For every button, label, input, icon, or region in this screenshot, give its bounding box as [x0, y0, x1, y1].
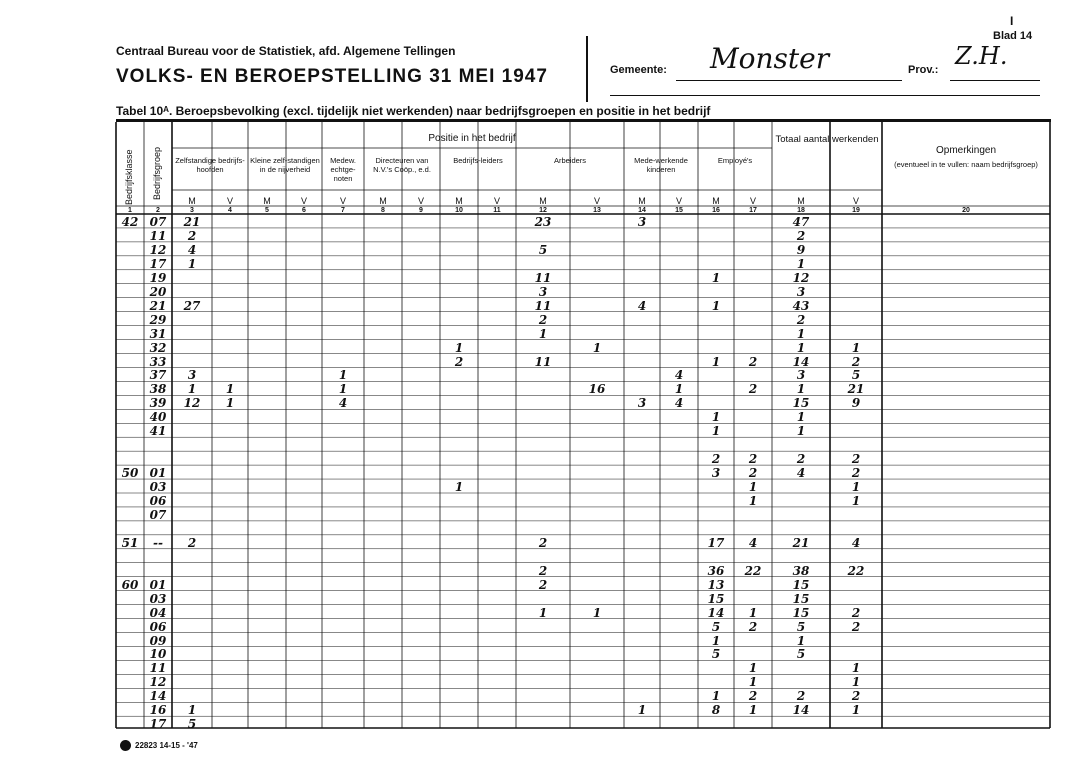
cell-value-col-13: 1	[592, 605, 602, 620]
cell-value-col-12: 2	[538, 312, 548, 327]
cell-value-col-19: 9	[851, 396, 861, 411]
cell-value-col-19: 21	[847, 382, 865, 397]
cell-value-col-14: 3	[637, 215, 647, 229]
gemeente-value: Monster	[710, 42, 830, 75]
column-number: 1	[128, 207, 132, 214]
cell-value-col-18: 4	[796, 466, 806, 481]
bedrijfsgroep-value: 31	[149, 326, 167, 341]
cell-value-col-18: 1	[796, 256, 806, 271]
cell-value-col-18: 38	[792, 563, 810, 578]
mv-label: M	[638, 196, 646, 206]
cell-value-col-3: 1	[187, 703, 197, 718]
cell-value-col-19: 1	[851, 703, 861, 718]
cell-value-col-3: 4	[187, 242, 197, 257]
cell-value-col-17: 1	[748, 675, 758, 690]
mv-label: V	[300, 196, 307, 206]
print-code-text: 22823 14-15 - '47	[135, 741, 198, 750]
bedrijfsgroep-value: 33	[149, 354, 167, 369]
column-number: 18	[797, 207, 805, 214]
mv-label: M	[797, 196, 805, 206]
bedrijfsgroep-value: 06	[149, 619, 167, 634]
bedrijfsklasse-header: Bedrijfsklasse	[124, 149, 134, 205]
group-header-7: Mede-werkende kinderen	[634, 156, 688, 174]
bureau-name: Centraal Bureau voor de Statistiek, afd. Algemene Tellingen	[116, 44, 456, 58]
bedrijfsklasse-value: 42	[121, 215, 139, 229]
column-number: 19	[852, 207, 860, 214]
bedrijfsklasse-value: 51	[121, 535, 139, 550]
mv-label: V	[493, 196, 500, 206]
mv-label: V	[675, 196, 682, 206]
cell-value-col-3: 3	[187, 368, 197, 383]
column-number: 7	[341, 207, 345, 214]
bedrijfsgroep-value: 12	[149, 242, 167, 257]
cell-value-col-15: 1	[674, 382, 684, 397]
bedrijfsgroep-value: 41	[149, 424, 167, 439]
cell-value-col-10: 1	[454, 480, 464, 495]
bedrijfsklasse-value: 50	[121, 466, 139, 481]
bedrijfsgroep-value: 03	[149, 591, 167, 606]
cell-value-col-14: 1	[637, 703, 647, 718]
cell-value-col-13: 1	[592, 340, 602, 355]
cell-value-col-10: 1	[454, 340, 464, 355]
cell-value-col-17: 2	[748, 689, 758, 704]
column-number: 14	[638, 207, 646, 214]
cell-value-col-18: 43	[792, 298, 810, 313]
opmerkingen-header: Opmerkingen	[935, 145, 997, 156]
cell-value-col-17: 2	[748, 382, 758, 397]
cell-value-col-18: 1	[796, 382, 806, 397]
cell-value-col-18: 1	[796, 340, 806, 355]
province-value: Z.H.	[955, 42, 1008, 70]
mv-label: V	[593, 196, 600, 206]
cell-value-col-18: 3	[796, 284, 806, 299]
group-header-3: Medew. echtge-noten	[330, 156, 356, 183]
cell-value-col-18: 21	[792, 535, 810, 550]
cell-value-col-16: 13	[707, 577, 725, 592]
mv-label: V	[417, 196, 424, 206]
cell-value-col-7: 1	[338, 368, 348, 383]
gemeente-label: Gemeente:	[610, 64, 667, 76]
cell-value-col-16: 1	[711, 689, 721, 704]
cell-value-col-3: 1	[187, 382, 197, 397]
group-header-2: Kleine zelf-standigen in de nijverheid	[250, 156, 320, 174]
cell-value-col-18: 15	[792, 605, 810, 620]
column-number: 10	[455, 207, 463, 214]
bedrijfsgroep-value: --	[153, 535, 163, 550]
bedrijfsgroep-value: 04	[149, 605, 167, 620]
cell-value-col-4: 1	[225, 382, 235, 397]
column-number: 6	[302, 207, 306, 214]
province-label: Prov.:	[908, 64, 939, 76]
cell-value-col-18: 47	[792, 215, 810, 229]
cell-value-col-19: 2	[851, 452, 861, 467]
cell-value-col-18: 1	[796, 424, 806, 439]
cell-value-col-16: 8	[711, 703, 721, 718]
column-number: 12	[539, 207, 547, 214]
cell-value-col-18: 2	[796, 689, 806, 704]
bedrijfsgroep-value: 12	[149, 675, 167, 690]
cell-value-col-12: 3	[538, 284, 548, 299]
cell-value-col-19: 2	[851, 689, 861, 704]
cell-value-col-18: 3	[796, 368, 806, 383]
cell-value-col-18: 1	[796, 410, 806, 425]
mv-label: M	[188, 196, 196, 206]
cell-value-col-12: 1	[538, 605, 548, 620]
column-number: 17	[749, 207, 757, 214]
mv-label: M	[263, 196, 271, 206]
mv-label: V	[852, 196, 859, 206]
mv-label: V	[339, 196, 346, 206]
cell-value-col-12: 2	[538, 535, 548, 550]
bedrijfsgroep-value: 29	[149, 312, 167, 327]
cell-value-col-17: 4	[748, 535, 758, 550]
bedrijfsgroep-value: 37	[149, 368, 167, 383]
cell-value-col-18: 14	[792, 354, 810, 369]
cell-value-col-16: 1	[711, 424, 721, 439]
bedrijfsgroep-value: 40	[149, 410, 167, 425]
mv-label: M	[712, 196, 720, 206]
bedrijfsgroep-value: 07	[149, 507, 167, 522]
column-number: 16	[712, 207, 720, 214]
cell-value-col-3: 12	[183, 396, 201, 411]
mv-label: V	[749, 196, 756, 206]
cell-value-col-3: 5	[187, 717, 197, 732]
cell-value-col-12: 2	[538, 577, 548, 592]
cell-value-col-16: 1	[711, 354, 721, 369]
cell-value-col-18: 1	[796, 633, 806, 648]
bedrijfsgroep-value: 17	[149, 256, 167, 271]
roman-numeral: I	[1010, 14, 1014, 28]
bedrijfsgroep-value: 16	[149, 703, 167, 718]
cell-value-col-16: 17	[707, 535, 725, 550]
bedrijfsgroep-value: 19	[149, 270, 167, 285]
cell-value-col-18: 15	[792, 577, 810, 592]
cell-value-col-18: 5	[796, 619, 806, 634]
cell-value-col-19: 4	[851, 535, 861, 550]
cell-value-col-16: 14	[707, 605, 725, 620]
column-number: 13	[593, 207, 601, 214]
bedrijfsgroep-value: 11	[149, 228, 167, 243]
column-number: 11	[493, 207, 501, 214]
cell-value-col-12: 11	[534, 298, 552, 313]
mv-label: M	[379, 196, 387, 206]
bedrijfsgroep-value: 01	[149, 466, 167, 481]
cell-value-col-3: 2	[187, 228, 197, 243]
mv-label: M	[455, 196, 463, 206]
column-number: 9	[419, 207, 423, 214]
cell-value-col-14: 4	[637, 298, 647, 313]
cell-value-col-19: 2	[851, 619, 861, 634]
cell-value-col-16: 36	[707, 563, 725, 578]
cell-value-col-3: 21	[183, 215, 201, 229]
cell-value-col-17: 2	[748, 452, 758, 467]
column-number: 20	[962, 207, 970, 214]
bedrijfsgroep-value: 32	[149, 340, 167, 355]
bedrijfsgroep-value: 17	[149, 717, 167, 732]
cell-value-col-19: 1	[851, 340, 861, 355]
group-header-5: Bedrijfs-leiders	[453, 156, 503, 165]
cell-value-col-17: 22	[744, 563, 762, 578]
cell-value-col-15: 4	[674, 396, 684, 411]
cell-value-col-19: 22	[847, 563, 865, 578]
cell-value-col-17: 1	[748, 661, 758, 676]
cell-value-col-3: 2	[187, 535, 197, 550]
cell-value-col-19: 2	[851, 605, 861, 620]
table-title: Tabel 10ᴬ. Beroepsbevolking (excl. tijdelijk niet werkenden) naar bedrijfsgroepen en positie in het bedrijf	[116, 104, 711, 118]
column-number: 8	[381, 207, 385, 214]
cell-value-col-18: 2	[796, 452, 806, 467]
cell-value-col-18: 14	[792, 703, 810, 718]
cell-value-col-18: 15	[792, 591, 810, 606]
column-number: 2	[156, 207, 160, 214]
cell-value-col-7: 4	[338, 396, 348, 411]
cell-value-col-16: 1	[711, 298, 721, 313]
column-number: 15	[675, 207, 683, 214]
cell-value-col-15: 4	[674, 368, 684, 383]
form-title: VOLKS- EN BEROEPSTELLING 31 MEI 1947	[116, 66, 548, 87]
cell-value-col-19: 1	[851, 675, 861, 690]
positie-header: Positie in het bedrijf	[428, 133, 516, 144]
opmerkingen-subheader: (eventueel in te vullen: naam bedrijfsgroep)	[894, 160, 1038, 169]
cell-value-col-17: 2	[748, 466, 758, 481]
bedrijfsgroep-value: 38	[149, 382, 167, 397]
cell-value-col-16: 1	[711, 410, 721, 425]
cell-value-col-18: 12	[792, 270, 810, 285]
bedrijfsgroep-value: 20	[149, 284, 167, 299]
cell-value-col-17: 2	[748, 619, 758, 634]
sheet-number: Blad 14	[993, 30, 1033, 42]
cell-value-col-3: 27	[183, 298, 201, 313]
cell-value-col-18: 2	[796, 228, 806, 243]
cell-value-col-16: 3	[711, 466, 721, 481]
cell-value-col-18: 2	[796, 312, 806, 327]
bedrijfsgroep-value: 14	[149, 689, 167, 704]
bedrijfsgroep-value: 01	[149, 577, 167, 592]
cell-value-col-7: 1	[338, 382, 348, 397]
cell-value-col-18: 5	[796, 647, 806, 662]
mv-label: V	[226, 196, 233, 206]
print-code	[120, 740, 198, 751]
cell-value-col-14: 3	[637, 396, 647, 411]
cell-value-col-12: 1	[538, 326, 548, 341]
cell-value-col-19: 2	[851, 466, 861, 481]
cell-value-col-10: 2	[454, 354, 464, 369]
cell-value-col-13: 16	[588, 382, 606, 397]
cell-value-col-19: 5	[851, 368, 861, 383]
bedrijfsgroep-value: 10	[149, 647, 167, 662]
totaal-header: Totaal aantal werkenden	[775, 134, 879, 145]
bedrijfsgroep-value: 11	[149, 661, 167, 676]
cell-value-col-12: 2	[538, 563, 548, 578]
cell-value-col-19: 1	[851, 494, 861, 508]
bedrijfsgroep-header: Bedrijfsgroep	[152, 146, 162, 200]
group-header-4: Directeuren van N.V.'s Coöp., e.d.	[373, 156, 431, 174]
cell-value-col-18: 1	[796, 326, 806, 341]
bedrijfsgroep-value: 06	[149, 494, 167, 508]
cell-value-col-17: 1	[748, 703, 758, 718]
bedrijfsgroep-value: 09	[149, 633, 167, 648]
cell-value-col-17: 2	[748, 354, 758, 369]
cell-value-col-12: 11	[534, 354, 552, 369]
cell-value-col-4: 1	[225, 396, 235, 411]
bedrijfsgroep-value: 07	[149, 215, 167, 229]
group-header-1: Zelfstandige bedrijfs-hoofden	[175, 156, 245, 174]
cell-value-col-12: 5	[538, 242, 548, 257]
cell-value-col-16: 1	[711, 633, 721, 648]
cell-value-col-18: 15	[792, 396, 810, 411]
cell-value-col-16: 5	[711, 647, 721, 662]
bedrijfsgroep-value: 39	[149, 396, 167, 411]
cell-value-col-19: 1	[851, 661, 861, 676]
bedrijfsgroep-value: 21	[149, 298, 167, 313]
bedrijfsklasse-value: 60	[121, 577, 139, 592]
cell-value-col-18: 9	[796, 242, 806, 257]
cell-value-col-16: 1	[711, 270, 721, 285]
cell-value-col-12: 23	[534, 215, 552, 229]
cell-value-col-16: 15	[707, 591, 725, 606]
cell-value-col-16: 2	[711, 452, 721, 467]
group-header-8: Employé's	[717, 156, 753, 165]
group-header-6: Arbeiders	[553, 156, 587, 165]
cell-value-col-19: 1	[851, 480, 861, 495]
column-number: 5	[265, 207, 269, 214]
cell-value-col-17: 1	[748, 605, 758, 620]
cell-value-col-19: 2	[851, 354, 861, 369]
cell-value-col-12: 11	[534, 270, 552, 285]
mv-label: M	[539, 196, 547, 206]
column-number: 4	[228, 207, 232, 214]
cell-value-col-16: 5	[711, 619, 721, 634]
cell-value-col-17: 1	[748, 494, 758, 508]
cell-value-col-17: 1	[748, 480, 758, 495]
bedrijfsgroep-value: 03	[149, 480, 167, 495]
cell-value-col-3: 1	[187, 256, 197, 271]
printer-logo-icon	[120, 740, 131, 751]
column-number: 3	[190, 207, 194, 214]
